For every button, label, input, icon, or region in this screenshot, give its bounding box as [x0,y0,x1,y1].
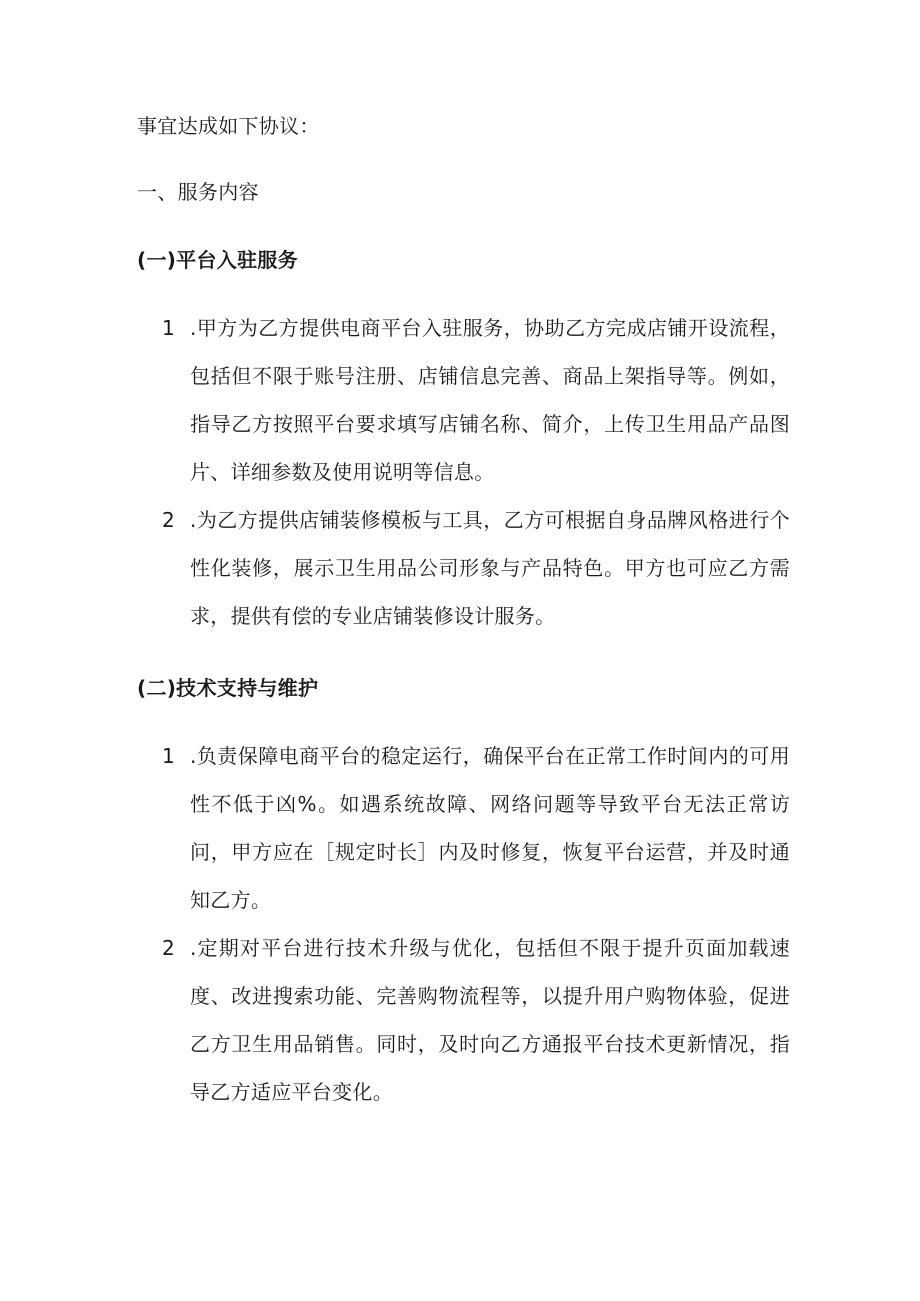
item-number: 1 [162,744,175,768]
subsection-heading-2: (二)技术支持与维护 [137,676,319,700]
item-number: 2 [162,508,175,532]
item-text: .为乙方提供店铺装修模板与工具，乙方可根据自身品牌风格进行个性化装修，展示卫生用品公司形象与产品特色。甲方也可应乙方需求，提供有偿的专业店铺装修设计服务。 [190,508,790,628]
item-text: .负责保障电商平台的稳定运行，确保平台在正常工作时间内的可用性不低于凶%。如遇系统故障、网络问题等导致平台无法正常访问，甲方应在［规定时长］内及时修复，恢复平台运营，并及时通知乙方。 [190,744,790,912]
item-text: .定期对平台进行技术升级与优化，包括但不限于提升页面加载速度、改进搜索功能、完善购物流程等，以提升用户购物体验，促进乙方卫生用品销售。同时，及时向乙方通报平台技术更新情况，指导乙方适应平台变化。 [190,936,790,1104]
subsection-heading-1: (一)平台入驻服务 [137,248,298,272]
item-number: 2 [162,936,175,960]
intro-line: 事宜达成如下协议： [137,114,320,138]
item-number: 1 [162,316,175,340]
item-text: .甲方为乙方提供电商平台入驻服务，协助乙方完成店铺开设流程，包括但不限于账号注册、店铺信息完善、商品上架指导等。例如，指导乙方按照平台要求填写店铺名称、简介，上传卫生用品产品图片、详细参数及使用说明等信息。 [190,316,790,484]
section-heading: 一、服务内容 [137,180,259,204]
